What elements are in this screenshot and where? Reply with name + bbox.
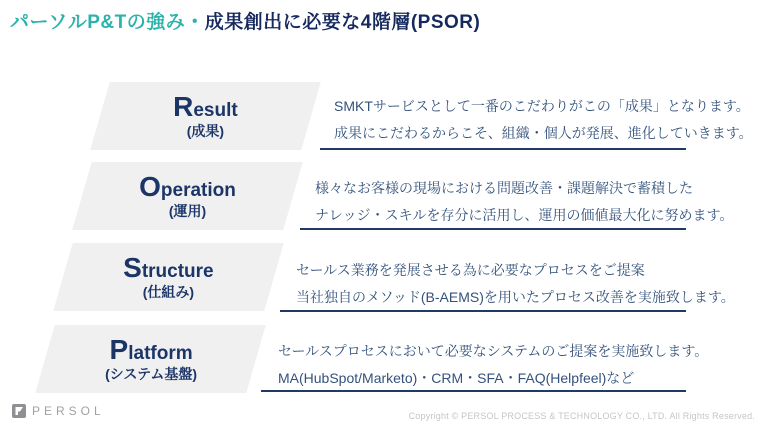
layer-label-operation — [139, 172, 236, 219]
layer-initial: R — [173, 91, 194, 123]
persol-logo-icon — [12, 404, 26, 418]
layer-label-platform — [105, 335, 197, 382]
underline-result — [320, 148, 686, 150]
layer-box-operation — [72, 162, 302, 230]
layer-name-rest: esult — [193, 100, 238, 122]
underline-structure — [280, 310, 686, 312]
layer-name-platform — [105, 335, 197, 364]
layer-subtitle-operation: (運用) — [168, 203, 207, 220]
layer-box-result — [90, 82, 320, 150]
layer-description-operation — [315, 175, 733, 229]
layer-subtitle-structure: (仕組み) — [142, 284, 195, 301]
description-line: SMKTサービスとして一番のこだわりがこの「成果」となります。 — [334, 98, 750, 114]
persol-logo-text: PERSOL — [32, 404, 105, 418]
description-line: 様々なお客様の現場における問題改善・課題解決で蓄積した — [315, 180, 693, 196]
layer-name-rest: latform — [127, 343, 193, 365]
layer-name-result — [173, 92, 238, 121]
layer-box-platform — [35, 325, 265, 393]
layer-subtitle-platform: (システム基盤) — [104, 366, 197, 383]
description-line: ナレッジ・スキルを存分に活用し、運用の価値最大化に努めます。 — [315, 207, 734, 223]
page-title — [10, 7, 480, 34]
underline-operation — [300, 228, 686, 230]
layer-label-structure — [123, 253, 213, 300]
page-title-highlight: パーソルP&Tの強み・ — [10, 12, 205, 33]
page-title-rest: 成果創出に必要な4階層(PSOR) — [204, 12, 481, 33]
persol-logo — [12, 404, 105, 418]
layer-label-result — [173, 92, 238, 139]
description-line: MA(HubSpot/Marketo)・CRM・SFA・FAQ(Helpfeel)など — [278, 370, 635, 386]
layer-initial: P — [108, 334, 128, 366]
copyright-text: Copyright © PERSOL PROCESS & TECHNOLOGY CO., LTD. All Rights Reserved. — [408, 411, 755, 421]
layer-description-structure — [296, 257, 735, 311]
layer-name-rest: tructure — [141, 261, 214, 283]
layer-name-operation — [139, 172, 236, 201]
underline-platform — [261, 390, 686, 392]
layer-initial: O — [139, 171, 161, 203]
layer-subtitle-result: (成果) — [186, 123, 225, 140]
description-line: 成果にこだわるからこそ、組織・個人が発展、進化していきます。 — [334, 125, 753, 141]
layer-name-structure — [123, 253, 213, 282]
description-line: 当社独自のメソッド(B-AEMS)を用いたプロセス改善を実施致します。 — [296, 289, 735, 305]
layer-description-result — [334, 93, 753, 147]
layer-name-rest: peration — [160, 180, 236, 202]
layer-initial: S — [123, 252, 142, 284]
layer-description-platform — [278, 338, 708, 392]
description-line: セールスプロセスにおいて必要なシステムのご提案を実施致します。 — [278, 343, 709, 359]
description-line: セールス業務を発展させる為に必要なプロセスをご提案 — [296, 262, 645, 278]
layer-box-structure — [53, 243, 283, 311]
